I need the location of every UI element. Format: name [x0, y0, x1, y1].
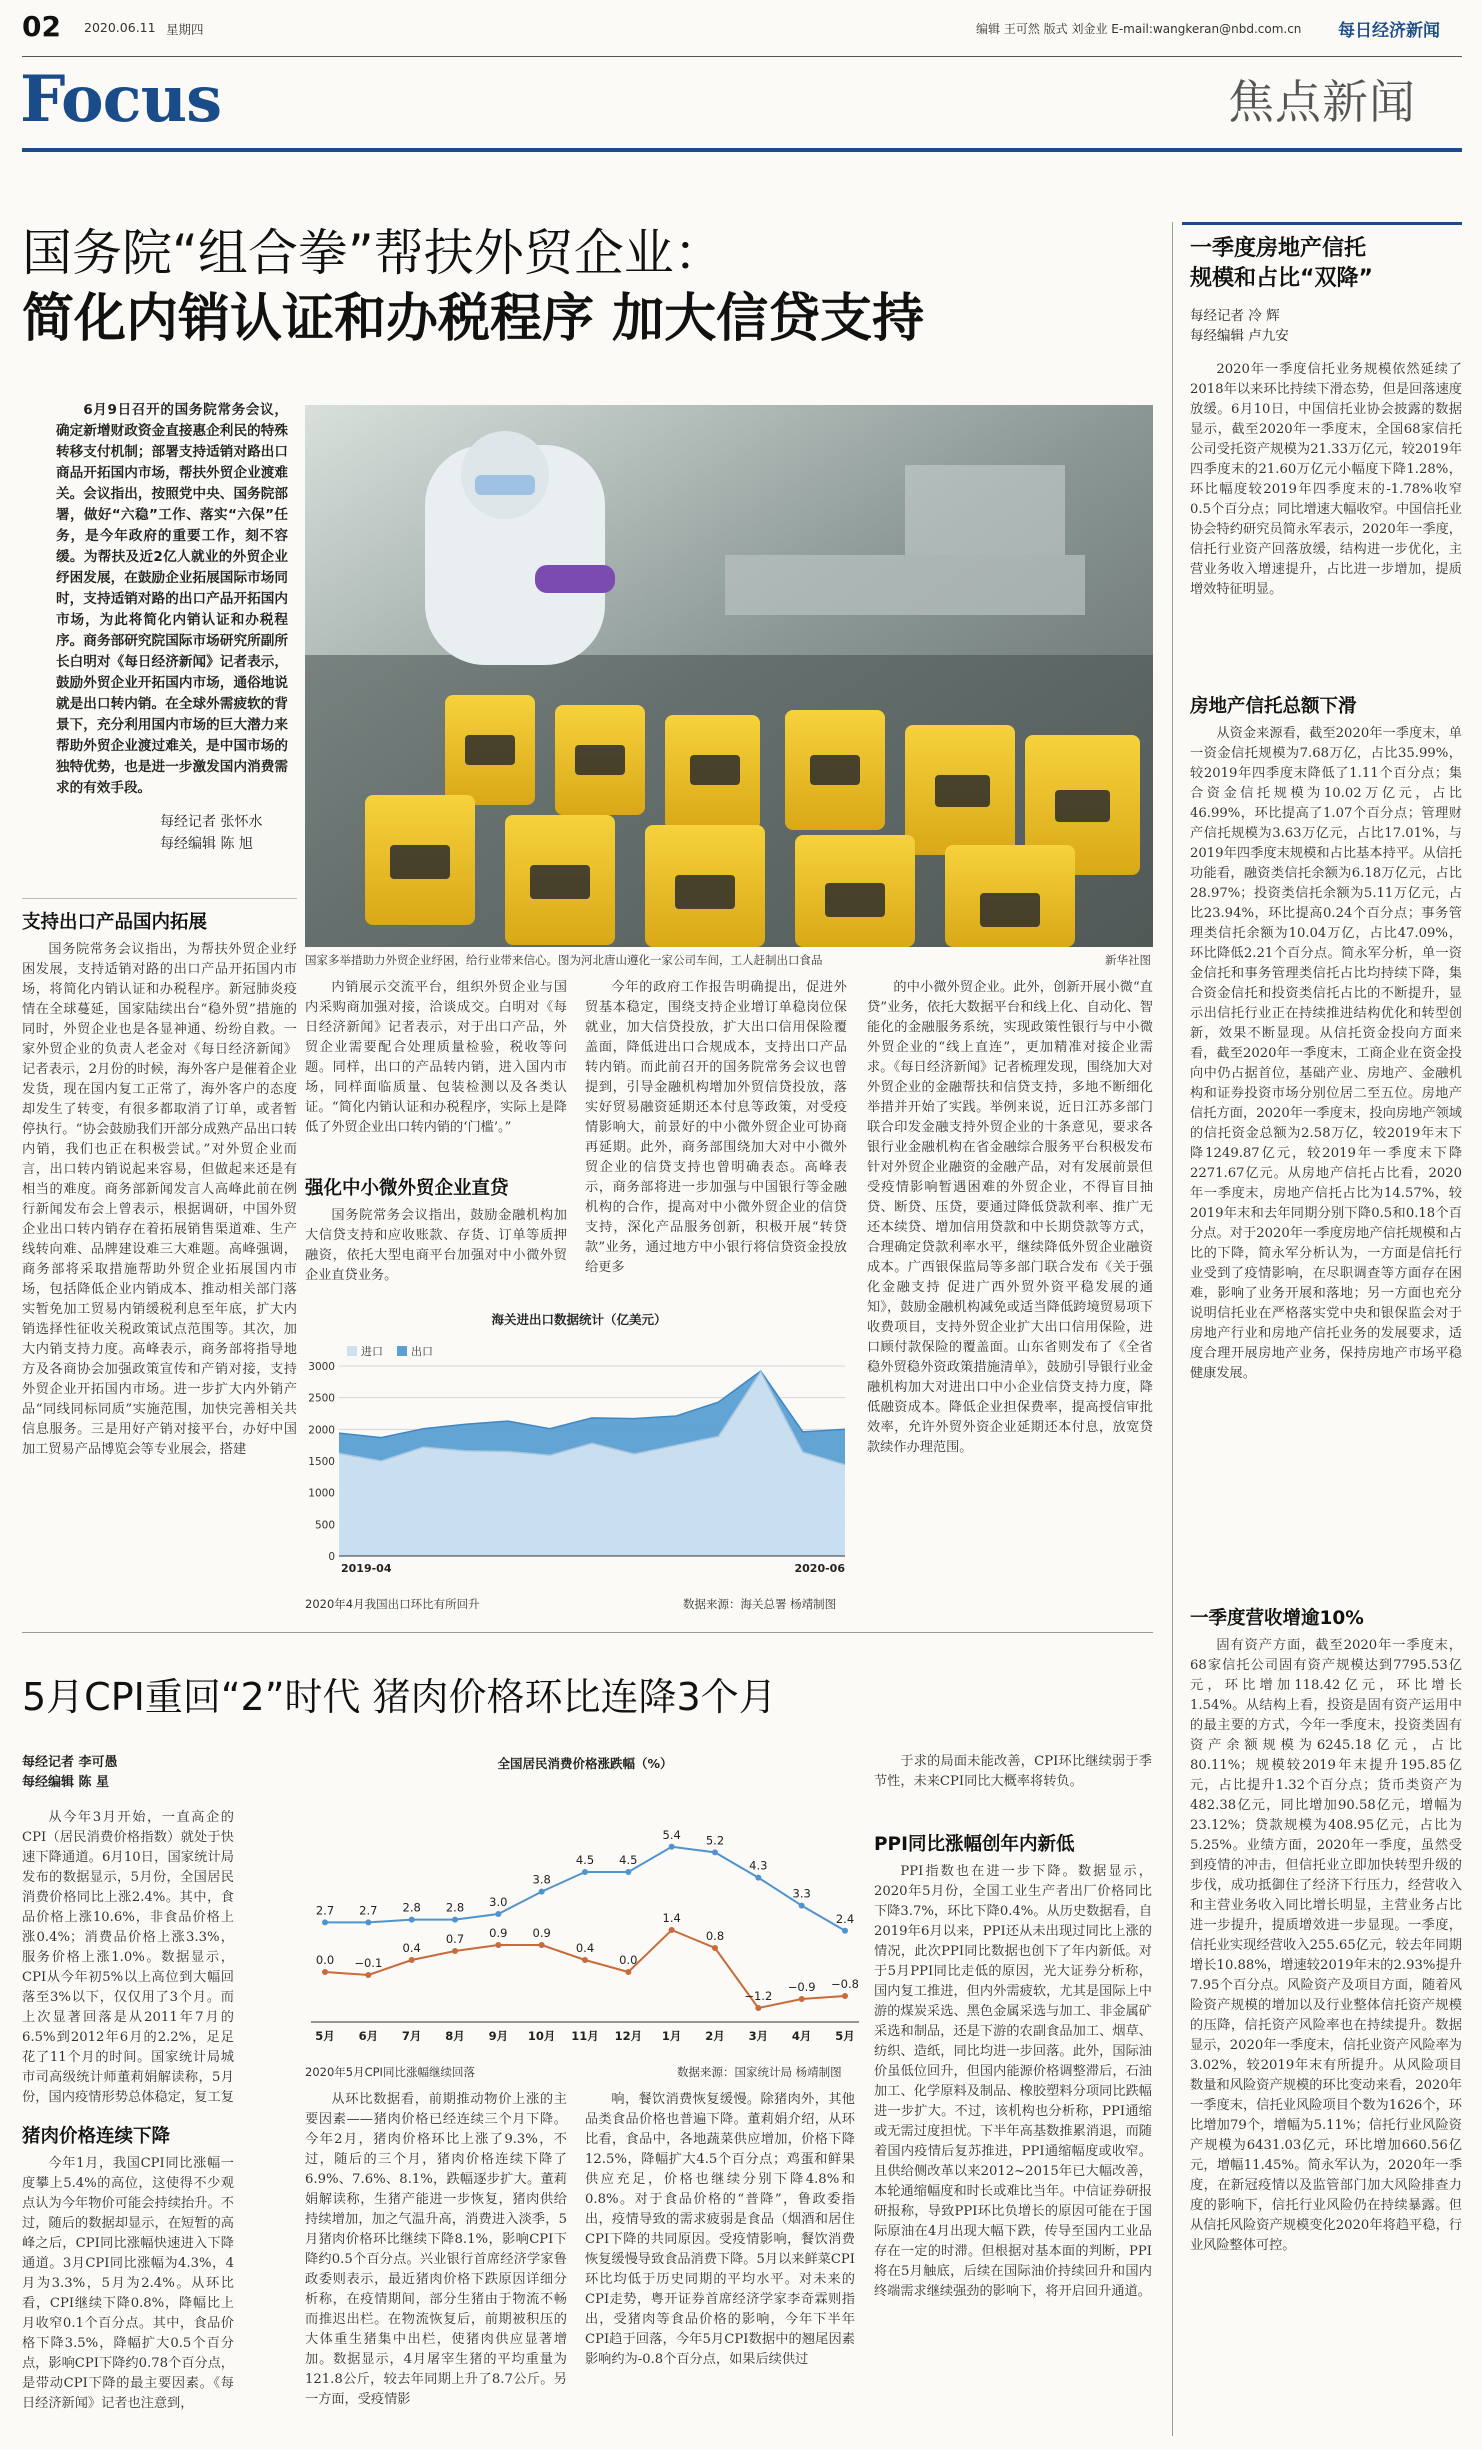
- x-end-label: 2020-06: [794, 1562, 845, 1575]
- sidebar-editor: 每经编辑 卢九安: [1190, 328, 1289, 344]
- article1-subhead-2: 强化中小微外贸企业直贷: [305, 1178, 509, 1199]
- trade-chart-svg: [305, 1306, 853, 1596]
- page-header: [0, 0, 1482, 62]
- legend-import-swatch: [347, 1346, 357, 1356]
- article2-col4: 于求的局面未能改善，CPI环比继续弱于季节性，未来CPI同比大概率将转负。: [874, 1754, 1152, 1789]
- cpi-point: [712, 1945, 718, 1951]
- cpi-point: [582, 1957, 588, 1963]
- cpi-category-label: 11月: [571, 2029, 599, 2043]
- cpi-data-label: −0.1: [354, 1956, 383, 1970]
- issue-weekday: 星期四: [166, 22, 204, 37]
- article1-bottom-rule: [22, 1632, 1153, 1633]
- cpi-category-label: 12月: [614, 2029, 643, 2043]
- trade-chart: [305, 1306, 853, 1596]
- cpi-point: [322, 1919, 328, 1925]
- cpi-data-label: 4.5: [575, 1853, 595, 1867]
- article1-title-line2: 简化内销认证和办税程序 加大信贷支持: [22, 289, 925, 349]
- cpi-point: [842, 1928, 848, 1934]
- paper-name: 每日经济新闻: [1338, 21, 1440, 41]
- cpi-point: [755, 2005, 761, 2011]
- article1-title-line1: 国务院“组合拳”帮扶外贸企业：: [22, 224, 724, 282]
- article2-editor: 每经编辑 陈 星: [22, 1775, 110, 1790]
- cpi-data-label: 5.2: [705, 1833, 725, 1848]
- article1-col2: 内销展示交流平台，组织外贸企业与国内采购商加强对接，洽谈成交。白明对《每日经济新闻》记者表示，对于出口产品，外贸企业需要配合处理质量检验，税收等问题。同样，出口的产品转内销，进入国内市场，同样面临质量、包装检测以及各类认证。“简化内销认证和办税程序，实际上是降低了外贸企业出口转内销的‘门槛’。”: [305, 980, 567, 1135]
- cpi-point: [669, 1927, 675, 1933]
- sidebar-subhead-2: 一季度营收增逾10%: [1190, 1608, 1364, 1629]
- article2-col4b: PPI指数也在进一步下降。数据显示，2020年5月份，全国工业生产者出厂价格同比下降3.7%，环比下降0.4%。从历史数据看，自2019年6月以来，PPI还从未出现过同比上涨的情况，此次PPI同比数据也创下了年内新低。对于5月PPI同比走低的原因，光大证券分析称，国内复工推进，但内外需疲软，尤其是国际上中游的煤炭采选、黑色金属采选与加工、非金属矿采选和制品，还是下游的农副食品加工、烟草、纺织、造纸，同比均进一步回落。此外，国际油价虽低位回升，但国内能源价格调整滞后，石油加工、化学原料及制品、橡胶塑料分项同比跌幅进一步扩大。不过，该机构也分析称，PPI通缩或无需过度担忧。下半年高基数推累消退，而随着国内疫情后复苏推进，PPI通缩幅度或收窄。且供给侧改革以来2012~2015年已大幅改善，本轮通缩幅度和时长或难比当年。中信证券研报研报称，导致PPI环比负增长的原因可能在于国际原油在4月出现大幅下跌，传导至国内工业品存在一定的时滞。但根据对基本面的判断，PPI将在5月触底，后续在国际油价持续回升和国内终端需求继续强劲的影响下，将开启回升通道。: [874, 1864, 1152, 2299]
- cpi-chart: [305, 1752, 865, 2062]
- article1-col4: 的中小微外贸企业。此外，创新开展小微“直贷”业务，依托大数据平台和线上化、自动化、智能化的金融服务系统，实现政策性银行与中小微外贸企业的“线上直连”，更加精准对接企业需求。《每日经济新闻》记者梳理发现，围绕加大对外贸企业的金融帮扶和信贷支持，多地不断细化举措并开始了实践。举例来说，近日江苏多部门联合印发金融支持外贸企业的十条意见，要求各银行业金融机构在省金融综合服务平台积极发布针对外贸企业融资的金融产品，对有发展前景但受疫情影响暂遇困难的外贸企业，不得盲目抽贷、断贷、压贷，要通过降低贷款利率、推广无还本续贷、增加信用贷款和中长期贷款等方式，合理确定贷款利率水平，继续降低外贸企业融资成本。广西银保监局等多部门联合发布《关于强化金融支持 促进广西外贸外资平稳发展的通知》，鼓励金融机构减免或适当降低跨境贸易项下收费项目，支持外贸企业扩大出口信用保险，进口顾付款保险的覆盖面。山东省则发布了《全省稳外贸稳外资政策措施清单》，鼓励引导银行业金融机构加大对进出口中小企业信贷支持力度，降低融资成本。降低企业担保费率，提高授信审批效率，允许外贸外资企业延期还本付息，放宽贷款续作办理范围。: [867, 980, 1153, 1455]
- cpi-category-label: 7月: [401, 2029, 422, 2043]
- article1-col3: 今年的政府工作报告明确提出，促进外贸基本稳定，围绕支持企业增订单稳岗位保就业，加大信贷投放，扩大出口信用保险覆盖面，降低进出口合规成本，支持出口产品转内销。而此前召开的国务院常务会议也曾提到，引导金融机构增加外贸信贷投放，落实好贸易融资延期还本付息等政策，对受疫情影响大，前景好的中小微外贸企业可协商再延期。此外，商务部围绕加大对中小微外贸企业的信贷支持也曾明确表态。高峰表示，商务部将进一步加强与中国银行等金融机构的合作，提高对中小微外贸企业的信贷支持，深化产品服务创新，积极开展“转贷款”业务，通过地方中小银行将信贷资金投放给更多: [585, 980, 847, 1275]
- y-tick-label: 500: [314, 1519, 335, 1532]
- cpi-data-label: 1.4: [662, 1911, 681, 1925]
- cpi-point: [625, 1869, 631, 1875]
- article2-subhead-1: 猪肉价格连续下降: [22, 2126, 171, 2147]
- cpi-data-label: 2.4: [835, 1911, 855, 1926]
- cpi-point: [365, 1972, 371, 1978]
- cpi-point: [539, 1889, 545, 1895]
- cpi-point: [799, 1996, 805, 2002]
- cpi-point: [539, 1942, 545, 1948]
- trade-chart-caption: 2020年4月我国出口环比有所回升: [305, 1597, 480, 1611]
- cpi-point: [799, 1903, 805, 1909]
- cpi-point: [625, 1969, 631, 1975]
- cpi-data-label: 0.0: [619, 1953, 638, 1967]
- trade-chart-title: 海关进出口数据统计（亿美元）: [491, 1312, 667, 1327]
- cpi-data-label: 3.3: [792, 1886, 811, 1901]
- cpi-category-label: 1月: [661, 2029, 682, 2043]
- cpi-point: [452, 1917, 458, 1923]
- article1-divider: [22, 898, 297, 899]
- factory-photo-illustration: [305, 405, 1153, 947]
- cpi-point: [409, 1957, 415, 1963]
- cpi-chart-caption: 2020年5月CPI同比涨幅继续回落: [305, 2065, 475, 2079]
- cpi-chart-svg: [305, 1752, 865, 2062]
- y-tick-label: 3000: [308, 1361, 335, 1373]
- legend-export-swatch: [397, 1346, 407, 1356]
- article2-subhead-2: PPI同比涨幅创年内新低: [874, 1834, 1075, 1855]
- cpi-data-label: −0.8: [831, 1977, 859, 1991]
- x-start-label: 2019-04: [341, 1562, 392, 1575]
- cpi-category-label: 4月: [791, 2029, 812, 2043]
- issue-date: 2020.06.11: [84, 20, 156, 35]
- page-number: 02: [22, 10, 61, 43]
- y-tick-label: 2000: [308, 1424, 335, 1437]
- legend-export-label: 出口: [411, 1345, 433, 1358]
- cpi-data-label: 4.3: [749, 1858, 768, 1873]
- cpi-chart-title: 全国居民消费价格涨跌幅（%）: [497, 1756, 673, 1771]
- cpi-point: [712, 1849, 718, 1855]
- y-tick-label: 1000: [308, 1487, 335, 1500]
- article1-lead: 6月9日召开的国务院常务会议，确定新增财政资金直接惠企利民的特殊转移支付机制；部署支持适销对路出口商品开拓国内市场，帮扶外贸企业渡难关。会议指出，按照党中央、国务院部署，做好“六稳”工作、落实“六保”任务，是今年政府的重要工作，刻不容缓。为帮扶及近2亿人就业的外贸企业纾困发展，在鼓励企业拓展国际市场同时，支持适销对路的出口产品开拓国内市场，为此将简化内销认证和办税程序。商务部研究院国际市场研究所副所长白明对《每日经济新闻》记者表示，鼓励外贸企业开拓国内市场，通俗地说就是出口转内销。在全球外需疲软的背景下，充分利用国内市场的巨大潜力来帮助外贸企业渡过难关，是中国市场的独特优势，也是进一步激发国内消费需求的有效手段。: [56, 402, 288, 796]
- sidebar-top-rule: [1182, 222, 1462, 225]
- cpi-data-label: 0.8: [705, 1929, 725, 1943]
- sidebar-reporter: 每经记者 冷 辉: [1190, 308, 1280, 324]
- sidebar-subhead-1: 房地产信托总额下滑: [1190, 696, 1357, 717]
- cpi-point: [495, 1942, 501, 1948]
- y-tick-label: 1500: [308, 1456, 335, 1468]
- cpi-data-label: 0.9: [532, 1926, 551, 1940]
- article1-editor: 每经编辑 陈 旭: [160, 836, 253, 852]
- cpi-data-label: 0.7: [445, 1932, 465, 1946]
- cpi-category-label: 5月: [315, 2029, 335, 2043]
- cpi-point: [322, 1969, 328, 1975]
- cpi-data-label: 0.9: [489, 1926, 508, 1940]
- cpi-point: [365, 1919, 371, 1925]
- sidebar-para-3: 固有资产方面，截至2020年一季度末，68家信托公司固有资产规模达到7795.53亿元，环比增加118.42亿元，环比增长1.54%。从结构上看，投资是固有资产运用中的最主要的方式，今年一季度末，投资类固有资产余额规模为6245.18亿元，占比80.11%；规模较2019年末提升195.85亿元，占比提升1.32个百分点；货币类资产为482.38亿元，同比增加90.58亿元，增幅为23.12%；贷款规模为408.95亿元，占比为5.25%。业绩方面，2020年一季度，虽然受到疫情的冲击，但信托业立即加快转型升级的步伐，成功抵御住了经济下行压力，经营收入和主营业务收入同比增长明显，主营业务占比进一步提升，提质增效进一步显现。一季度，信托业实现经营收入255.65亿元，较去年同期增长10.88%，增速较2019年末的2.93%提升7.95个百分点。风险资产及项目方面，随着风险资产规模的增加以及行业整体信托资产规模的压降，信托资产风险率也在持续提升。数据显示，2020年一季度末，信托业资产风险率为3.02%，较2019年末有所提升。从风险项目数量和风险资产规模的环比变动来看，2020年一季度末，信托业风险项目个数为1626个，环比增加79个，增幅为5.11%；信托行业风险资产规模为6431.03亿元，环比增加660.56亿元，增幅11.45%。简永军认为，2020年一季度，在新冠疫情以及监管部门加大风险排查力度的影响下，信托行业风险仍在持续暴露。但从信托风险资产规模变化2020年将趋平稳，行业风险整体可控。: [1190, 1638, 1462, 2253]
- cpi-data-label: 4.5: [619, 1853, 638, 1867]
- cpi-data-label: 3.8: [532, 1872, 551, 1887]
- cpi-category-label: 10月: [527, 2029, 556, 2043]
- cpi-category-label: 9月: [488, 2029, 509, 2043]
- factory-photo: [305, 405, 1153, 947]
- editor-info: 编辑 王可然 版式 刘金业 E-mail:wangkeran@nbd.com.cn: [976, 22, 1302, 36]
- sidebar-para-1: 2020年一季度信托业务规模依然延续了2018年以来环比持续下滑态势，但是回落速度放缓。6月10日，中国信托业协会披露的数据显示，截至2020年一季度末，全国68家信托公司受托资产规模为21.33万亿元，较2019年四季度末的21.60万亿元小幅度下降1.28%，环比幅度较2019年四季度末的-1.78%收窄0.5个百分点；同比增速大幅收窄。中国信托业协会特约研究员简永军表示，2020年一季度，信托行业资产回落放缓，结构进一步优化，主营业务收入增速提升，占比进一步增加，提质增效特征明显。: [1190, 362, 1462, 597]
- legend-import-label: 进口: [361, 1345, 383, 1358]
- article2-col1b: 今年1月，我国CPI同比涨幅一度攀上5.4%的高位，这使得不少观点认为今年物价可能会持续抬升。不过，随后的数据却显示，在短暂的高峰之后，CPI同比涨幅快速进入下降通道。3月CPI同比涨幅为4.3%，4月为3.3%，5月为2.4%。从环比看，CPI继续下降0.8%，降幅比上月收窄0.1个百分点。其中，食品价格下降3.5%，降幅扩大0.5个百分点，影响CPI下降约0.78个百分点，是带动CPI下降的最主要因素。《每日经济新闻》记者也注意到，: [22, 2156, 234, 2411]
- cpi-category-label: 6月: [358, 2029, 379, 2043]
- section-rule: [22, 148, 1462, 152]
- cpi-chart-source: 数据来源：国家统计局 杨靖制图: [677, 2065, 842, 2079]
- sidebar-vertical-rule: [1172, 222, 1173, 2436]
- article2-col3: 响，餐饮消费恢复缓慢。除猪肉外，其他品类食品价格也普遍下降。董莉娟介绍，从环比看，食品中，各地蔬菜供应增加，价格下降12.5%，降幅扩大4.5个百分点；鸡蛋和鲜果供应充足，价格也继续分别下降4.8%和0.8%。对于食品价格的“普降”，鲁政委指出，疫情导致的需求疲弱是食品（烟酒和居住CPI下降的共同原因。受疫情影响，餐饮消费恢复缓慢导致食品消费下降。5月以来鲜菜CPI环比均低于历史同期的平均水平。对未来的CPI走势，粤开证券首席经济学家李奇霖则指出，受猪肉等食品价格的影响，今年下半年CPI趋于回落，今年5月CPI数据中的翘尾因素影响约为-0.8个百分点，如果后续供过: [585, 2092, 855, 2367]
- cpi-data-label: 0.4: [402, 1941, 421, 1955]
- cpi-point: [755, 1875, 761, 1881]
- sidebar-title-line1: 一季度房地产信托: [1190, 236, 1367, 261]
- cpi-data-label: 0.0: [315, 1953, 335, 1967]
- cpi-point: [452, 1948, 458, 1954]
- cpi-data-label: 5.4: [662, 1827, 681, 1842]
- cpi-data-label: 0.4: [575, 1941, 595, 1955]
- y-tick-label: 0: [328, 1551, 335, 1563]
- cpi-data-label: 3.0: [489, 1895, 508, 1909]
- section-en: Focus: [20, 62, 222, 137]
- article1-col1: 国务院常务会议指出，为帮扶外贸企业纾困发展，支持适销对路的出口产品开拓国内市场，将简化内销认证和办税程序。新冠肺炎疫情在全球蔓延，国家陆续出台“稳外贸”措施的同时，外贸企业也是各显神通、纷纷自救。一家外贸企业的负责人老金对《每日经济新闻》记者表示，2月份的时候，海外客户是催着企业发货，现在国内复工正常了，海外客户的态度却发生了转变，有很多都取消了订单，或者暂停执行。“协会鼓励我们开部分成熟产品出口转内销，我们也正在积极尝试。”对外贸企业而言，出口转内销说起来容易，但做起来还是有相当的难度。商务部新闻发言人高峰此前在例行新闻发布会上曾表示，根据调研，中国外贸企业出口转内销存在着拓展销售渠道难、生产线转向难、品牌建设难三大难题。高峰强调，商务部将采取措施帮助外贸企业拓展国内市场，包括降低企业内销成本、推动相关部门落实暂免加工贸易内销缓税利息至年底，扩大内销选择性征收关税政策试点范围等。其次，加大内销支持力度。高峰表示，商务部将指导地方及各商协会加强政策宣传和产销对接，支持外贸企业开拓国内市场。进一步扩大内外销产品“同线同标同质”实施范围，加快完善相关共信息服务。三是用好产销对接平台，办好中国加工贸易产品博览会等专业展会，搭建: [22, 942, 297, 1457]
- y-tick-label: 2500: [308, 1392, 335, 1405]
- photo-caption: 国家多举措助力外贸企业纾困，给行业带来信心。图为河北唐山遵化一家公司车间，工人赶制出口食品: [305, 953, 823, 967]
- photo-credit: 新华社图: [1105, 953, 1151, 967]
- article2-col2: 从环比数据看，前期推动物价上涨的主要因素——猪肉价格已经连续三个月下降。今年2月，猪肉价格环比上涨了9.3%，不过，随后的三个月，猪肉价格连续下降了6.9%、7.6%、8.1%，跌幅逐步扩大。董莉娟解读称，生猪产能进一步恢复，猪肉供给持续增加，加之气温升高，消费进入淡季，5月猪肉价格环比继续下降8.1%，影响CPI下降约0.5个百分点。兴业银行首席经济学家鲁政委则表示，最近猪肉价格下跌原因详细分析称，在疫情期间，部分生猪由于物流不畅而推迟出栏。在物流恢复后，前期被积压的大体重生猪集中出栏，使猪肉供应显著增加。数据显示，4月屠宰生猪的平均重量为121.8公斤，较去年同期上升了8.7公斤。另一方面，受疫情影: [305, 2092, 567, 2407]
- article2-title: 5月CPI重回“2”时代 猪肉价格环比连降3个月: [22, 1675, 777, 1719]
- cpi-point: [495, 1911, 501, 1917]
- cpi-point: [409, 1917, 415, 1923]
- article2-col1: 从今年3月开始，一直高企的CPI（居民消费价格指数）就处于快速下降通道。6月10日，国家统计局发布的数据显示，5月份，全国居民消费价格同比上涨2.4%。其中，食品价格上涨10.6%，非食品价格上涨0.4%；消费品价格上涨3.3%，服务价格上涨1.0%。数据显示，CPI从今年初5%以上高位到大幅回落至3%以下，仅仅用了3个月。而上次显著回落是从2011年7月的6.5%到2012年6月的2.2%，足足花了11个月的时间。国家统计局城市司高级统计师董莉娟解读称，5月份，国内疫情形势总体稳定，复工复: [22, 1810, 234, 2105]
- cpi-category-label: 5月: [835, 2029, 855, 2043]
- cpi-data-label: 2.8: [402, 1900, 421, 1915]
- cpi-category-label: 3月: [748, 2029, 769, 2043]
- header-rule: [22, 56, 1462, 57]
- cpi-category-label: 2月: [705, 2029, 725, 2043]
- cpi-data-label: −1.2: [744, 1989, 773, 2003]
- section-cn: 焦点新闻: [1228, 75, 1416, 129]
- cpi-point: [842, 1993, 848, 1999]
- article1-reporter: 每经记者 张怀水: [160, 814, 263, 830]
- cpi-data-label: 2.7: [359, 1903, 378, 1918]
- sidebar-title-line2: 规模和占比“双降”: [1190, 266, 1373, 291]
- cpi-data-label: 2.8: [445, 1900, 465, 1915]
- sidebar-para-2: 从资金来源看，截至2020年一季度末，单一资金信托规模为7.68万亿，占比35.99%，较2019年四季度末降低了1.11个百分点；集合资金信托规模为10.02万亿元，占比46.99%，环比提高了1.07个百分点；管理财产信托规模为3.63万亿元，占比17.01%，与2019年四季度末规模和占比基本持平。从信托功能看，融资类信托余额为6.18万亿元，占比28.97%；投资类信托余额为5.11万亿元，占比23.94%，环比提高0.24个百分点；事务管理类信托余额为10.04万亿，占比47.09%，环比降低2.21个百分点。简永军分析，单一资金信托和事务管理类信托占比均持续下降，集合资金信托和投资类信托占比的不断提升，显示出信托行业正在持续推进结构优化和转型创新，效果不断显现。从信托资金投向方面来看，截至2020年一季度末，工商企业在资金投向中仍占据首位，基础产业、房地产、金融机构和证券投资市场分别位居二至五位。房地产信托方面，2020年一季度末，投向房地产领域的信托资金总额为2.58万亿，较2019年末下降1249.87亿元，较2019年一季度末下降2271.67亿元。从房地产信托占比看，2020年一季度末，房地产信托占比为14.57%，较2019年末和去年同期分别下降0.5和0.18个百分点。对于2020年一季度房地产信托规模和占比的下降，简永军分析认为，一方面是信托行业受到了疫情影响，在尽职调查等方面存在困难，影响了业务开展和落地；另一方面也充分说明信托业在严格落实党中央和银保监会对于房地产行业和房地产信托业务的发展要求，适度合理开展房地产业务，保持房地产市场平稳健康发展。: [1190, 726, 1462, 1381]
- article2-reporter: 每经记者 李可愚: [22, 1755, 118, 1770]
- trade-chart-source: 数据来源：海关总署 杨靖制图: [683, 1597, 837, 1611]
- article1-subhead-1: 支持出口产品国内拓展: [22, 912, 208, 933]
- cpi-point: [582, 1869, 588, 1875]
- article1-col2b: 国务院常务会议指出，鼓励金融机构加大信贷支持和应收账款、存货、订单等质押融资，依托大型电商平台加强对中小微外贸企业直贷业务。: [305, 1208, 567, 1283]
- cpi-data-label: −0.9: [787, 1980, 816, 1994]
- cpi-data-label: 2.7: [315, 1903, 335, 1918]
- cpi-category-label: 8月: [445, 2029, 465, 2043]
- import-area: [339, 1372, 845, 1556]
- cpi-point: [669, 1844, 675, 1850]
